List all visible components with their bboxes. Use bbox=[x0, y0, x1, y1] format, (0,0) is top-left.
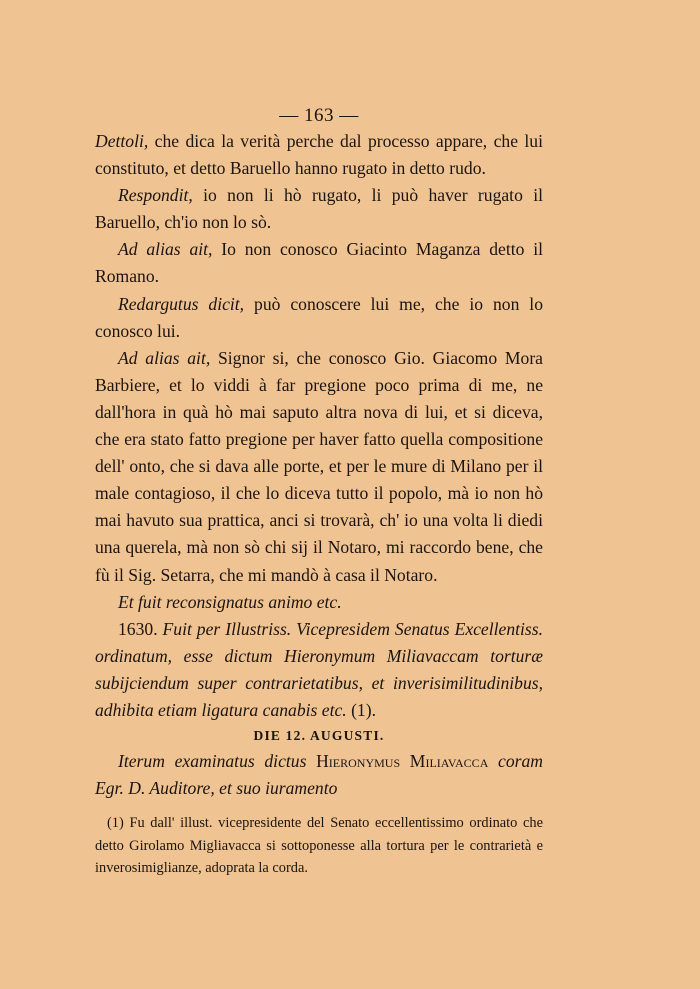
footnote bbox=[95, 812, 543, 879]
paragraph-text: può conoscere lui me, che io non lo conosco lui. bbox=[95, 293, 543, 341]
paragraph-text: io non li hò rugato, li può haver rugato il Baruello, ch'io non lo sò. bbox=[95, 185, 543, 233]
decree-paragraph bbox=[95, 616, 543, 724]
paragraph-lead: Redargutus dicit, bbox=[118, 293, 245, 314]
book-page bbox=[95, 104, 543, 894]
reconsignatus-line: Et fuit reconsignatus animo etc. bbox=[118, 591, 342, 612]
footnote-text: Fu dall' illust. vicepresidente del Senato eccellentissimo ordinato che detto Girolamo Migliavacca si sottoponesse alla tortura per le contrarietà e inverosimiglianze, adoprata la corda. bbox=[95, 815, 543, 877]
paragraph-lead: Respondit, bbox=[118, 185, 193, 206]
paragraph-redargutus bbox=[95, 291, 543, 345]
examination-text: Iterum examinatus dictus bbox=[118, 751, 317, 772]
paragraph-ad-alias-1 bbox=[95, 236, 543, 290]
examination-text: coram Egr. D. Auditore, et suo iuramento bbox=[95, 751, 543, 799]
page-number: — 163 — bbox=[279, 105, 359, 126]
paragraph-lead: Ad alias ait, bbox=[118, 347, 211, 368]
date-heading: DIE 12. AUGUSTI. bbox=[253, 728, 385, 744]
decree-year: 1630. bbox=[118, 618, 158, 639]
paragraph-ad-alias-2 bbox=[95, 345, 543, 589]
footnote-reference: (1). bbox=[346, 699, 376, 720]
decree-text: Fuit per Illustriss. Vicepresidem Senatus Excellentiss. ordinatum, esse dictum Hieronymum Miliavaccam torturæ subijciendum super contrarietatibus, et inverisimilitudinibus, adhibita etiam ligatura canabis etc. bbox=[95, 618, 543, 720]
footnote-marker: (1) bbox=[107, 815, 124, 832]
paragraph-text: Io non conosco Giacinto Maganza detto il Romano. bbox=[95, 239, 544, 287]
examinee-name: Hieronymus Miliavacca bbox=[316, 751, 489, 772]
paragraph-lead: Dettoli, bbox=[95, 131, 149, 151]
paragraph-respondit bbox=[95, 182, 543, 236]
paragraph-dettoli bbox=[95, 128, 543, 182]
paragraph-text: Signor si, che conosco Gio. Giacomo Mora Barbiere, et lo viddi à far pregione poco prima di me, ne dall'hora in quà hò mai saputo altra nova di lui, et si diceva, che era stato fatto pregione per haver fatto quella compositione dell' onto, che si dava alle porte, et per le mure di Milano per il male contagioso, il che lo diceva tutto il popolo, mà io non hò mai havuto sua prattica, anci si trovarà, ch' io una volta li diedi una querela, mà non sò chi sij il Notaro, mi raccordo bene, che fù il Sig. Setarra, che mi mandò à casa il Notaro. bbox=[95, 347, 543, 585]
examination-line bbox=[95, 748, 543, 802]
paragraph-text: che dica la verità perche dal processo appare, che lui constituto, et detto Baruello hanno rugato in detto rudo. bbox=[95, 131, 543, 179]
paragraph-lead: Ad alias ait, bbox=[118, 239, 213, 260]
